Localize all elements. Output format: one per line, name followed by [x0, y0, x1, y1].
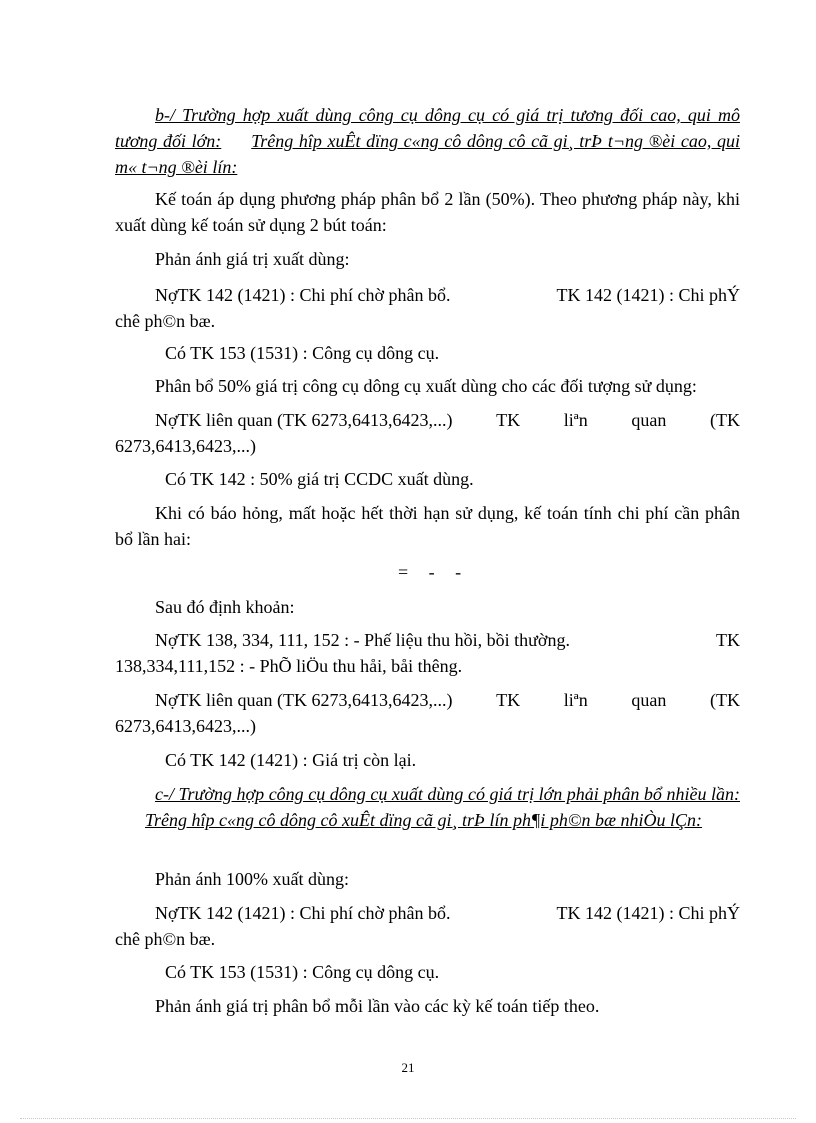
section-heading-c: c-/ Trường hợp công cụ dông cụ xuất dùng có giá trị lớn phải phân bổ nhiều lần:Trêng hîp c«ng cô dông cô xuÊt dïng cã gi¸ trÞ lín ph¶i ph©n bæ nhiÒu lÇn:	[145, 784, 740, 830]
paragraph: Khi có báo hỏng, mất hoặc hết thời hạn sử dụng, kế toán tính chi phí cần phân bổ lần hai:	[115, 503, 740, 549]
paragraph: Phản ánh giá trị phân bổ mỗi lần vào các kỳ kế toán tiếp theo.	[155, 996, 600, 1016]
paragraph: Phản ánh 100% xuất dùng:	[155, 869, 349, 889]
paragraph: Kế toán áp dụng phương pháp phân bổ 2 lần (50%). Theo phương pháp này, khi xuất dùng kế toán sử dụng 2 bút toán:	[115, 189, 740, 235]
journal-entry-credit: Có TK 153 (1531) : Công cụ dông cụ.	[165, 343, 440, 363]
journal-entry-credit: Có TK 153 (1531) : Công cụ dông cụ.	[165, 962, 440, 982]
document-page: b-/ Trường hợp xuất dùng công cụ dông cụ có giá trị tương đối cao, qui mô tương đối lớn: Trêng hîp xuÊt dïng c«ng cô dông cô cã gi¸ trÞ t¬ng ®èi cao, qui m« t¬ng ®èi lín: Kế toán áp dụng phương pháp phân bổ 2 lần (50%). Theo phương pháp này, khi xuất dùng kế toán sử dụng 2 bút toán: Phản ánh giá trị xuất dùng: NợTK 142 (1421) : Chi phí chờ phân bổ. TK 142 (1421) : Chi phÝ chê ph©n bæ. Có TK 153 (1531) : Công cụ dông cụ. Phân bổ 50% giá trị công cụ dông cụ xuất dùng cho các đối tượng sử dụng: NợTK liên quan (TK 6273,6413,6423,...) TK liªn quan (TK 6273,6413,6423,...) Có TK 142 : 50% giá trị CCDC xuất dùng. Khi có báo hỏng, mất hoặc hết thời hạn sử dụng, kế toán tính chi phí cần phân bổ lần hai: = - - Sau đó định khoản: NợTK 138, 334, 111, 152 : - Phế liệu thu hồi, bồi thường. TK 138,334,111,152 : - PhÕ liÖu thu håi, båi thêng. NợTK liên quan (TK 6273,6413,6423,...) TK liªn quan (TK 6273,6413,6423,...) Có TK 142 (1421) : Giá trị còn lại. c-/ Trường hợp công cụ dông cụ xuất dùng có giá trị lớn phải phân bổ nhiều lần:Trêng hîp c«ng cô dông cô xuÊt dïng cã gi¸ trÞ lín ph¶i ph©n bæ nhiÒu lÇn: Phản ánh 100% xuất dùng: NợTK 142 (1421) : Chi phí chờ phân bổ. TK 142 (1421) : Chi phÝ chê ph©n bæ. Có TK 153 (1531) : Công cụ dông cụ. Phản ánh giá trị phân bổ mỗi lần vào các kỳ kế toán tiếp theo. 21	[0, 0, 816, 1123]
paragraph: Phản ánh giá trị xuất dùng:	[155, 249, 350, 269]
journal-entry-credit: Có TK 142 (1421) : Giá trị còn lại.	[165, 750, 417, 770]
footer-divider	[20, 1118, 796, 1119]
paragraph: Phân bổ 50% giá trị công cụ dông cụ xuất dùng cho các đối tượng sử dụng:	[155, 376, 697, 396]
page-number: 21	[401, 1060, 415, 1075]
section-heading-b: b-/ Trường hợp xuất dùng công cụ dông cụ có giá trị tương đối cao, qui mô tương đối lớn: Trêng hîp xuÊt dïng c«ng cô dông cô cã gi¸ trÞ t¬ng ®èi cao, qui m« t¬ng ®èi lín:	[115, 105, 740, 177]
paragraph: Sau đó định khoản:	[155, 597, 295, 617]
journal-entry-credit: Có TK 142 : 50% giá trị CCDC xuất dùng.	[165, 469, 474, 489]
formula: = - -	[398, 562, 470, 582]
